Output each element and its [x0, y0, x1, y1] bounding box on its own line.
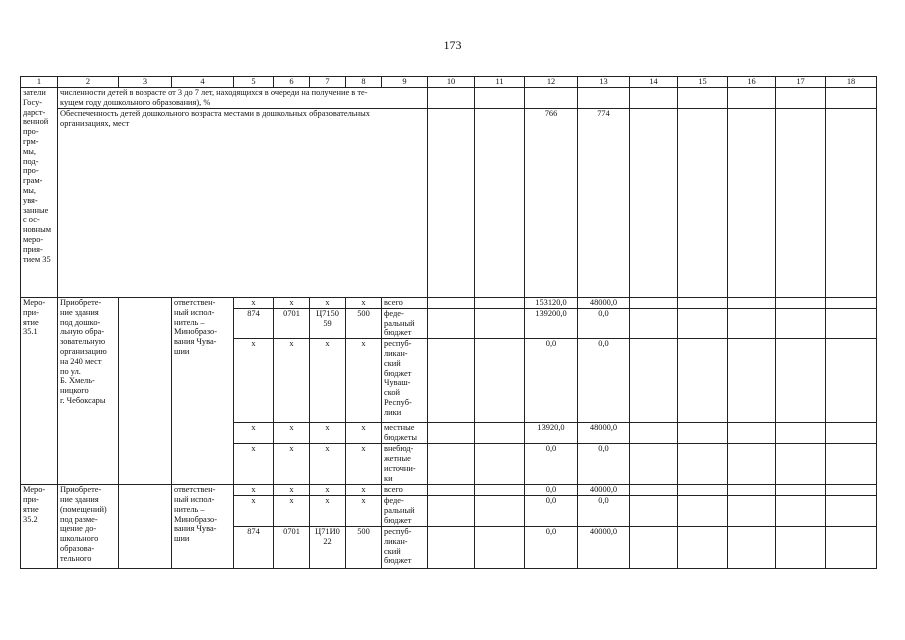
- table-row: x x x x внебюд- жетные источни- ки 0,0 0,0: [21, 444, 877, 485]
- indicator-2-col13: 774: [578, 109, 630, 298]
- header-col-5: 5: [234, 77, 274, 88]
- header-col-15: 15: [678, 77, 728, 88]
- header-col-11: 11: [475, 77, 525, 88]
- header-col-6: 6: [274, 77, 310, 88]
- table-row: Меро- при- ятие 35.2 Приобрете- ние здания (помещений) под разме- щение до- школьного образова- тельного ответствен- ный испол- нитель – Минобразо- вания Чува- шии x x x x всего 0,0 40000,0: [21, 485, 877, 496]
- measure-35-2-executor: ответствен- ный испол- нитель – Минобразо- вания Чува- шии: [172, 485, 234, 569]
- measure-35-1-executor: ответствен- ный испол- нитель – Минобразо- вания Чува- шии: [172, 298, 234, 485]
- indicator-2-col12: 766: [525, 109, 578, 298]
- header-col-8: 8: [346, 77, 382, 88]
- header-col-3: 3: [119, 77, 172, 88]
- table-row: 874 0701 Ц7150 59 500 феде- ральный бюджет 139200,0 0,0: [21, 308, 877, 338]
- indicator-2-text: Обеспеченность детей дошкольного возраста местами в дошкольных образовательных организациях, мест: [58, 109, 428, 298]
- table-row: Меро- при- ятие 35.1 Приобрете- ние здания под дошко- льную обра- зовательную организацию на 240 мест по ул. Б. Хмель- ницкого г. Чебоксары ответствен- ный испол- нитель – Минобразо- вания Чува- шии x x x x всего 153120,0 48000,0: [21, 298, 877, 309]
- page-number: 173: [443, 38, 462, 52]
- table-row: x x x x респуб- ликан- ский бюджет Чуваш- ской Респуб- лики 0,0 0,0: [21, 339, 877, 423]
- header-col-2: 2: [58, 77, 119, 88]
- measure-35-1-label: Меро- при- ятие 35.1: [21, 298, 58, 485]
- table-row: x x x x местные бюджеты 13920,0 48000,0: [21, 423, 877, 444]
- measure-35-1-description: Приобрете- ние здания под дошко- льную обра- зовательную организацию на 240 мест по ул. Б. Хмель- ницкого г. Чебоксары: [58, 298, 119, 485]
- indicator-1-text: численности детей в возрасте от 3 до 7 лет, находящихся в очереди на получение в те- кущем году дошкольного образования), %: [58, 88, 428, 109]
- header-col-4: 4: [172, 77, 234, 88]
- header-col-9: 9: [382, 77, 428, 88]
- header-col-18: 18: [826, 77, 877, 88]
- table-row: 874 0701 Ц71И0 22 500 респуб- ликан- ский бюджет 0,0 40000,0: [21, 526, 877, 568]
- table-row: x x x x феде- ральный бюджет 0,0 0,0: [21, 495, 877, 526]
- indicator-row-1: [21, 88, 877, 109]
- header-col-17: 17: [776, 77, 826, 88]
- header-row: [21, 77, 877, 88]
- indicator-row-2: [21, 109, 877, 298]
- header-col-12: 12: [525, 77, 578, 88]
- measure-35-2-description: Приобрете- ние здания (помещений) под разме- щение до- школьного образова- тельного: [58, 485, 119, 569]
- header-col-7: 7: [310, 77, 346, 88]
- header-col-1: 1: [21, 77, 58, 88]
- measure-35-2-label: Меро- при- ятие 35.2: [21, 485, 58, 569]
- header-col-14: 14: [630, 77, 678, 88]
- header-col-16: 16: [728, 77, 776, 88]
- header-col-13: 13: [578, 77, 630, 88]
- header-col-10: 10: [428, 77, 475, 88]
- indicators-label: затели Госу- дарст- венной про- грм- мы, под- про- грам- мы, увя- занные с ос- новным меро- прия- тием 35: [21, 88, 58, 298]
- program-table: [20, 76, 877, 569]
